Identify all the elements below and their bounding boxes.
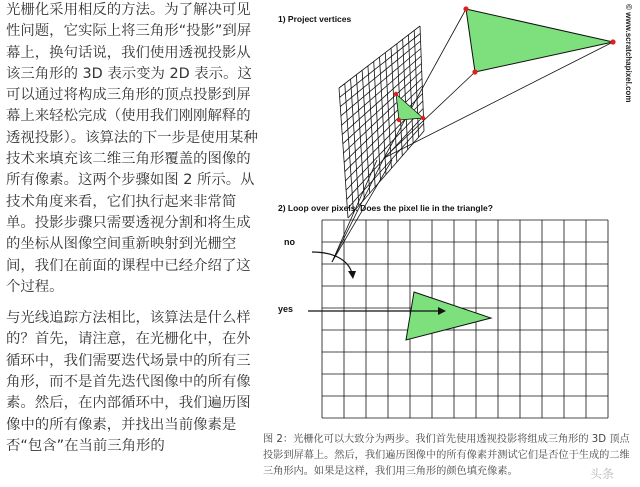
panel1-label: 1) Project vertices bbox=[278, 14, 352, 24]
figure-illustration bbox=[272, 0, 640, 430]
grid-line bbox=[347, 124, 423, 209]
arrow-no bbox=[312, 252, 356, 279]
article-text bbox=[6, 0, 264, 457]
brand-watermark: 头条 bbox=[590, 467, 615, 481]
triangle-3d bbox=[466, 9, 613, 72]
label-yes: yes bbox=[278, 304, 294, 314]
panel2-label: 2) Loop over pixels. Does the pixel lie in the triangle? bbox=[278, 203, 493, 213]
triangle-raster bbox=[406, 292, 491, 340]
image-plane-grid bbox=[339, 26, 424, 218]
article-paragraph-2: 与光线追踪方法相比，该算法是什么样的？首先，请注意，在光栅化中，在外循环中，我们需要迭代场景中的所有三角形，而不是首先迭代图像中的所有像素。然后，在内部循环中，我们遍历图像中的所有像素，并找出当前像素是否“包含”在当前三角形的 bbox=[6, 310, 251, 454]
grid-line bbox=[420, 26, 424, 131]
label-no: no bbox=[284, 237, 295, 247]
rasterization-figure bbox=[272, 0, 640, 430]
projection-diagram bbox=[332, 6, 616, 262]
grid-line bbox=[408, 35, 413, 144]
grid-line bbox=[385, 53, 391, 169]
triangle-projected bbox=[396, 94, 423, 120]
watermark: © www.scratchapixel.com bbox=[624, 4, 633, 103]
grid-line bbox=[403, 39, 408, 149]
article-paragraph-1: 光栅化采用相反的方法。为了解决可见性问题，它实际上将三角形“投影”到屏幕上，换句话说，我们使用透视投影从该三角形的 3D 表示变为 2D 表示。这可以通过将构成三角形的顶点投影到屏幕上来轻松完成（使用我们刚刚解释的透视投影）。该算法的下一步是使用某种技术来填充该二维三角形覆盖的图像的所有像素。这两个步骤如图 2 所示。从技术角度来看，它们执行起来非常简单。投影步骤只需要透视分割和将生成的坐标从图像空间重新映射到光栅空间，我们在前面的课程中已经介绍了这个过程。 bbox=[6, 2, 258, 295]
figure-caption: 图 2：光栅化可以大致分为两步。我们首先使用透视投影将组成三角形的 3D 顶点投影到屏幕上。然后，我们遍历图像中的所有像素并测试它们是否位于生成的二维三角形内。如果是这样，我们用三角形的颜色填充像素。 bbox=[263, 434, 630, 477]
grid-line bbox=[414, 30, 418, 137]
grid-line bbox=[391, 48, 397, 162]
